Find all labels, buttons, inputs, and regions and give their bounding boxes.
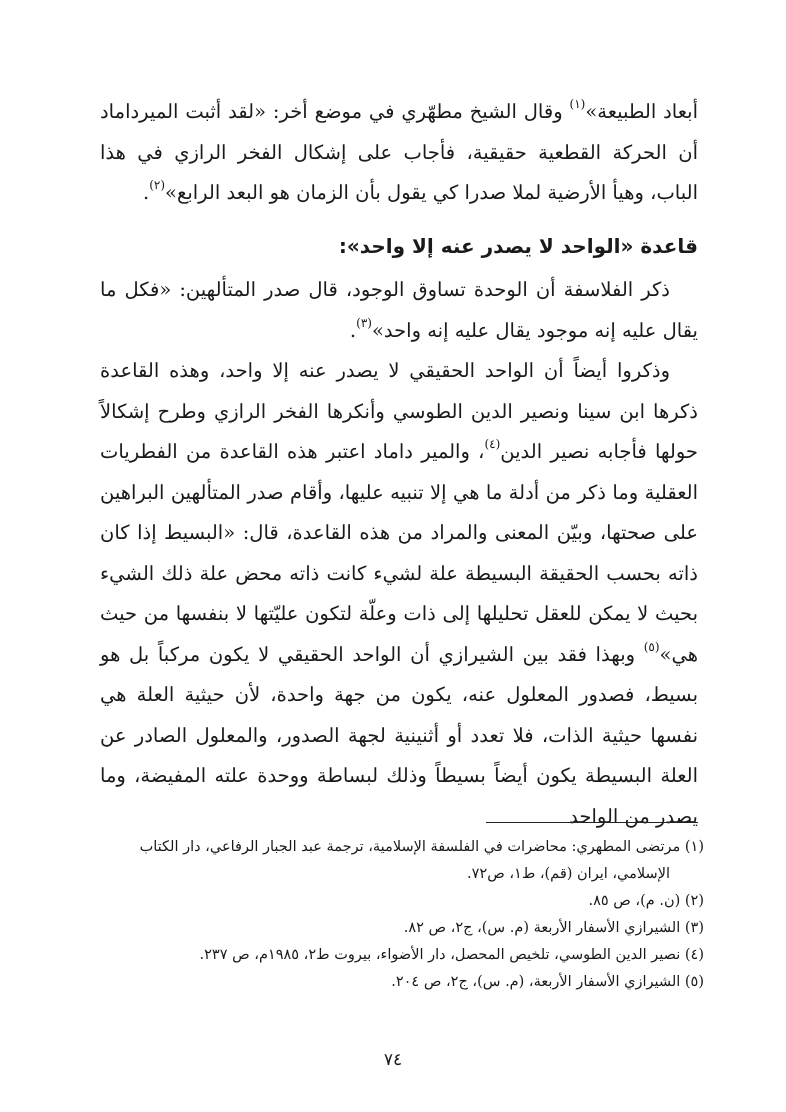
body-text: [100, 92, 698, 837]
footnote-1: (١) مرتضى المطهري: محاضرات في الفلسفة الإسلامية، ترجمة عبد الجبار الرفاعي، دار الكتاب الإسلامي، ايران (قم)، ط١، ص٧٢.: [139, 839, 704, 882]
footnote-ref-1[interactable]: (١): [569, 97, 586, 111]
footnote-divider: [486, 822, 698, 823]
footnote-ref-4[interactable]: (٤): [484, 437, 501, 451]
footnote-3: (٣) الشيرازي الأسفار الأربعة (م. س)، ج٢، ص ٨٢.: [403, 920, 704, 936]
footnote-ref-2[interactable]: (٢): [149, 178, 166, 192]
paragraph-2: ذكر الفلاسفة أن الوحدة تساوق الوجود، قال صدر المتألهين: «فكل ما يقال عليه إنه موجود يقال عليه إنه واحد»$^{(٣)}$.: [100, 278, 698, 342]
footnote-4: (٤) نصير الدين الطوسي، تلخيص المحصل، دار الأضواء، بيروت ط٢، ١٩٨٥م، ص ٢٣٧.: [199, 947, 704, 963]
footnote-5: (٥) الشيرازي الأسفار الأربعة، (م. س)، ج٢، ص ٢٠٤.: [391, 974, 704, 990]
footnote-ref-5[interactable]: (٥): [643, 639, 660, 654]
footnotes: [94, 834, 704, 996]
footnote-ref-3[interactable]: (٣): [356, 315, 372, 330]
paragraph-1: أبعاد الطبيعة»$^{(١)}$ وقال الشيخ مطهّري في موضع أخر: «لقد أثبت الميرداماد أن الحركة القطعية حقيقية، فأجاب على إشكال الفخر الرازي في هذا الباب، وهيأ الأرضية لملا صدرا كي يقول بأن الزمان هو البعد الرابع»$^{(٢)}$.: [100, 97, 698, 204]
section-heading: قاعدة «الواحد لا يصدر عنه إلا واحد»:: [338, 233, 698, 258]
footnote-2: (٢) (ن. م)، ص ٨٥.: [588, 893, 704, 909]
paragraph-3: وذكروا أيضاً أن الواحد الحقيقي لا يصدر عنه إلا واحد، وهذه القاعدة ذكرها ابن سينا ونصير الدين الطوسي وأنكرها الفخر الرازي وطرح إشكالاً حولها فأجابه نصير الدين$^{(٤)}$، والمير داماد اعتبر هذه القاعدة من الفطريات العقلية وما ذكر من أدلة ما هي إلا تنبيه عليها، وأقام صدر المتألهين البراهين على صحتها، وبيّن المعنى والمراد من هذه القاعدة، قال: «البسيط إذا كان ذاته بحسب الحقيقة البسيطة علة لشيء كانت ذاته محض علة ذلك الشيء بحيث لا يمكن للعقل تحليلها إلى ذات وعلّة لتكون عليّتها لا بنفسها من حيث هي»$^{(٥)}$ وبهذا فقد بين الشيرازي أن الواحد الحقيقي لا يكون مركباً بل هو بسيط، فصدور المعلول عنه، يكون من جهة واحدة، لأن حيثية العلة هي نفسها حيثية الذات، فلا تعدد أو أثنينية لجهة الصدور، والمعلول الصادر عن العلة البسيطة يكون أيضاً بسيطاً وذلك لبساطة ووحدة علته المفيضة، وما يصدر من الواحد: [100, 359, 698, 828]
page-number: ٧٤: [383, 1050, 403, 1070]
